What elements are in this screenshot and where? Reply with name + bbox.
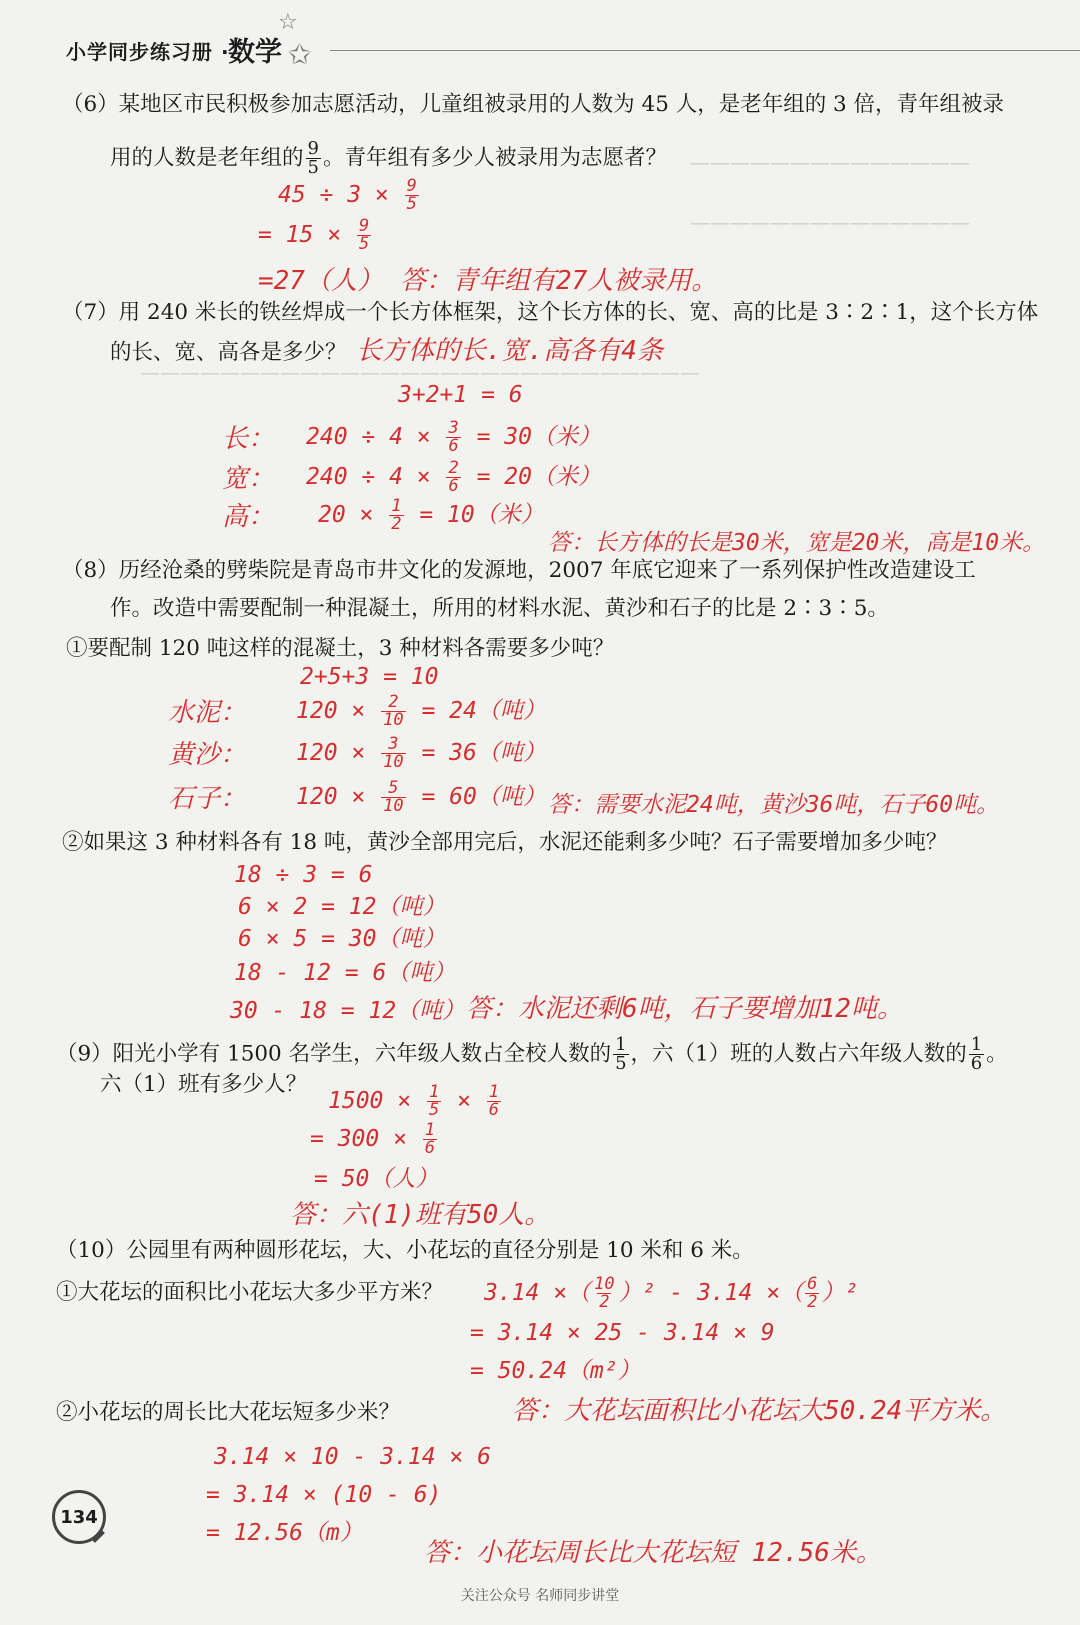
problem-7-label: 长： xyxy=(222,424,275,454)
star-icon: ✩ xyxy=(288,38,312,71)
problem-8-line1: （8）历经沧桑的劈柴院是青岛市井文化的发源地，2007 年底它迎来了一系列保护性改造建设工 xyxy=(62,558,976,583)
problem-10-work2: 3.14 × 10 - 3.14 × 6 xyxy=(214,1444,491,1470)
problem-8-work2: 18 ÷ 3 = 6 xyxy=(234,862,373,888)
problem-9-work: = 50（人） xyxy=(314,1166,439,1192)
problem-8-label: 黄沙： xyxy=(168,740,247,770)
header-rule xyxy=(330,50,1080,51)
problem-7-work: 240 ÷ 4 × $\frac{3}{6}$ = 30（米） xyxy=(306,418,601,456)
problem-10-answer-2: 答：小花坛周长比大花坛短 12.56米。 xyxy=(424,1538,882,1568)
bleed-through-text: —————————————— xyxy=(690,210,970,234)
problem-8-work: 120 × $\frac{3}{10}$ = 36（吨） xyxy=(296,734,546,772)
problem-7-answer: 答：长方体的长是30米，宽是20米，高是10米。 xyxy=(548,530,1046,556)
problem-10-work1: = 50.24（m²） xyxy=(470,1358,641,1384)
book-title: 小学同步练习册 · xyxy=(66,40,230,64)
problem-9-line2: 六（1）班有多少人？ xyxy=(100,1072,308,1097)
problem-7-note: 长方体的长.宽.高各有4条 xyxy=(356,336,663,366)
problem-10-work1: 3.14 ×（ $\frac{10}{2}$ ）² - 3.14 ×（ $\frac{6}{2}$ ）² xyxy=(484,1274,859,1312)
page-number: 134 xyxy=(52,1490,106,1544)
bleed-through-text: —————————————— xyxy=(690,150,970,174)
problem-10-answer-1: 答：大花坛面积比小花坛大50.24平方米。 xyxy=(512,1396,1007,1426)
bleed-through-text: ———————————————————————————— xyxy=(140,360,700,384)
problem-8-work2: 18 - 12 = 6（吨） xyxy=(234,960,456,986)
problem-10-q2: ②小花坛的周长比大花坛短多少米？ xyxy=(56,1400,401,1425)
problem-7-label: 宽： xyxy=(222,464,275,494)
problem-10-line1: （10）公园里有两种圆形花坛，大、小花坛的直径分别是 10 米和 6 米。 xyxy=(56,1238,754,1263)
problem-8-work2: 6 × 2 = 12（吨） xyxy=(238,894,446,920)
problem-9-line1: （9）阳光小学有 1500 名学生，六年级人数占全校人数的 $\frac{1}{5}$ ，六（1）班的人数占六年级人数的 $\frac{1}{6}$ 。 xyxy=(56,1034,1008,1074)
problem-7-work: 20 × $\frac{1}{2}$ = 10（米） xyxy=(318,496,544,534)
problem-6-line1: （6）某地区市民积极参加志愿活动，儿童组被录用的人数为 45 人，是老年组的 3 倍，青年组被录 xyxy=(62,92,1005,117)
problem-9-work: = 300 × $\frac{1}{6}$ xyxy=(310,1120,436,1158)
problem-7-line1: （7）用 240 米长的铁丝焊成一个长方体框架，这个长方体的长、宽、高的比是 3∶2∶1，这个长方体 xyxy=(62,300,1039,325)
problem-8-label: 水泥： xyxy=(168,698,247,728)
problem-6-work: 45 ÷ 3 × $\frac{9}{5}$ xyxy=(278,176,417,214)
problem-8-q2: ②如果这 3 种材料各有 18 吨，黄沙全部用完后，水泥还能剩多少吨？石子需要增加多少吨？ xyxy=(62,830,948,855)
problem-8-answer-2: 答：水泥还剩6吨，石子要增加12吨。 xyxy=(466,994,903,1024)
problem-7-label: 高： xyxy=(222,502,275,532)
problem-8-work2: 30 - 18 = 12（吨） xyxy=(230,998,466,1024)
problem-8-label: 石子： xyxy=(168,784,247,814)
problem-7-work: 240 ÷ 4 × $\frac{2}{6}$ = 20（米） xyxy=(306,458,601,496)
problem-10-work1: = 3.14 × 25 - 3.14 × 9 xyxy=(470,1320,775,1346)
problem-7-sum: 3+2+1 = 6 xyxy=(398,382,523,408)
problem-6-line2: 用的人数是老年组的 $\frac{9}{5}$ 。青年组有多少人被录用为志愿者？ xyxy=(110,138,667,178)
problem-10-q1: ①大花坛的面积比小花坛大多少平方米？ xyxy=(56,1280,444,1305)
problem-8-sum: 2+5+3 = 10 xyxy=(300,664,439,690)
star-icon: ☆ xyxy=(278,10,298,35)
problem-8-line2: 作。改造中需要配制一种混凝土，所用的材料水泥、黄沙和石子的比是 2∶3∶5。 xyxy=(110,596,889,621)
problem-6-work: = 15 × $\frac{9}{5}$ xyxy=(258,216,370,254)
problem-9-work: 1500 × $\frac{1}{5}$ × $\frac{1}{6}$ xyxy=(328,1082,500,1120)
problem-8-work: 120 × $\frac{5}{10}$ = 60（吨） xyxy=(296,778,546,816)
problem-10-work2: = 3.14 × (10 - 6) xyxy=(206,1482,442,1508)
problem-7-line2: 的长、宽、高各是多少？ xyxy=(110,340,347,365)
problem-10-work2: = 12.56（m） xyxy=(206,1520,363,1546)
footer-watermark: 关注公众号 名师同步讲堂 xyxy=(460,1588,620,1604)
problem-9-answer: 答：六(1)班有50人。 xyxy=(290,1200,551,1230)
problem-6-result: =27（人） xyxy=(258,266,383,296)
problem-8-answer-1: 答：需要水泥24吨，黄沙36吨，石子60吨。 xyxy=(548,792,1000,818)
problem-8-q1: ①要配制 120 吨这样的混凝土，3 种材料各需要多少吨？ xyxy=(66,636,615,661)
subject-title: 数学 xyxy=(228,37,282,68)
problem-8-work2: 6 × 5 = 30（吨） xyxy=(238,926,446,952)
problem-6-answer: 答：青年组有27人被录用。 xyxy=(400,266,718,296)
problem-8-work: 120 × $\frac{2}{10}$ = 24（吨） xyxy=(296,692,546,730)
